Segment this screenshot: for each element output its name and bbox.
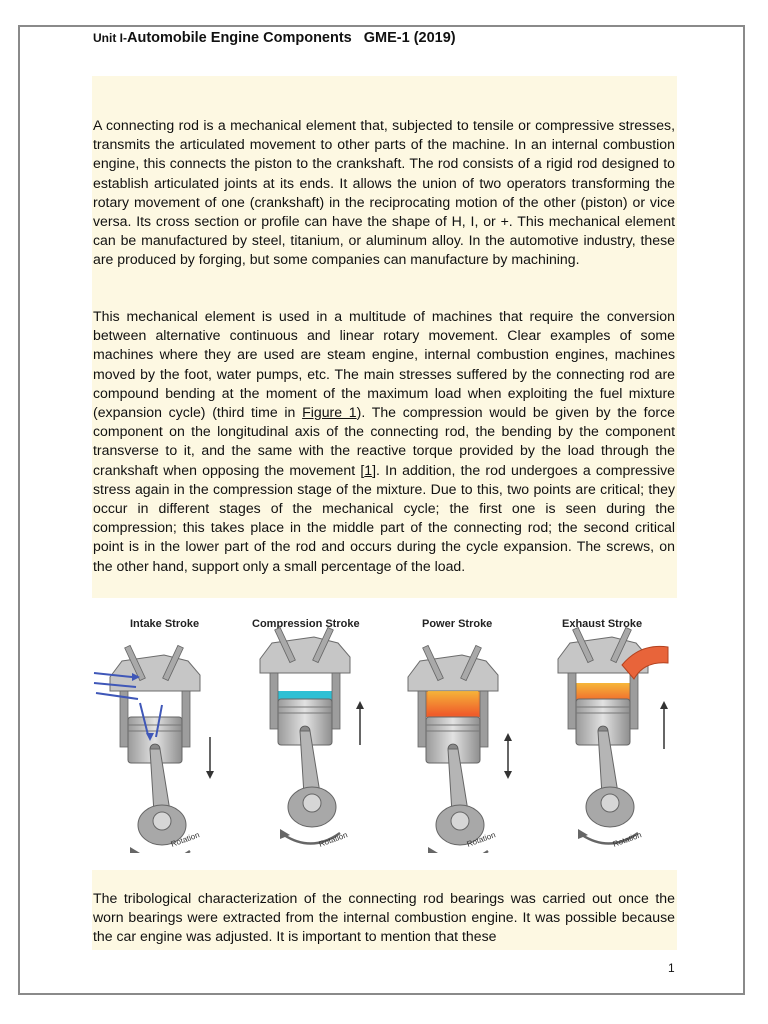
unit-prefix: Unit I- (93, 31, 127, 45)
figure-link[interactable]: Figure 1 (302, 404, 357, 421)
four-stroke-diagram (92, 603, 677, 853)
stroke-title-power: Power Stroke (422, 618, 493, 630)
page-number: 1 (668, 961, 675, 975)
rotation-label-1: Rotation (169, 830, 201, 849)
paragraph-text: ]. In addition, the rod undergoes a compressive stress again in the compression stage of the mixture. Due to this, two points are critical; they occur in different stages of the mechanical cycle; the first one is seen during the compression; this takes place in the middle part of the connecting rod; the second critical point is in the lower part of the rod and occurs during the cycle expansion. The screws, on the other hand, support only a small percentage of the load. (93, 461, 675, 574)
reference-link[interactable]: 1 (364, 461, 373, 478)
paragraph-text: ). The compression would be given by the force component on the longitudinal axis of the connecting rod, the bending by the component transverse to it, and the same with the reactive torque provided by the load through the crankshaft when opposing the movement [ (93, 404, 675, 478)
paragraph-tribological-characterization: The tribological characterization of the connecting rod bearings was carried out once the worn bearings were extracted from the internal combustion engine. It was possible because the car engine was adjusted. It is important to mention that these (93, 890, 675, 945)
stroke-title-exhaust: Exhaust Stroke (562, 618, 643, 630)
paragraph-connecting-rod-definition: A connecting rod is a mechanical element that, subjected to tensile or compressive stresses, transmits the articulated movement to other parts of the machine. In an internal combustion engine, this connects the piston to the crankshaft. The rod consists of a rigid rod designed to establish articulated joints at its ends. It allows the union of two operators transforming the rotary movement of one (crankshaft) in the reciprocating motion of the other (piston) or vice versa. Its cross section or profile can have the shape of H, I, or +. This mechanical element can be manufactured by steel, titanium, or aluminum alloy. In the automotive industry, these are produced by forging, but some companies can manufacture by machining. (93, 117, 675, 268)
rotation-label-4: Rotation (611, 830, 643, 849)
four-stroke-figure (92, 603, 677, 853)
page-header (93, 30, 456, 46)
exhaust-stroke-engine (558, 627, 668, 843)
rotation-label-2: Rotation (317, 830, 349, 849)
compression-stroke-engine (260, 627, 364, 843)
header-title: Automobile Engine Components (127, 30, 352, 46)
rotation-label-3: Rotation (465, 830, 497, 849)
stroke-title-compression: Compression Stroke (252, 618, 360, 630)
intake-stroke-engine (94, 645, 214, 853)
power-stroke-engine (408, 645, 512, 853)
header-course: GME-1 (2019) (363, 30, 456, 46)
paragraph-text: This mechanical element is used in a multitude of machines that require the conversion between alternative continuous and linear rotary movement. Clear examples of some machines where they are used are steam engine, internal combustion engines, machines moved by the foot, water pumps, etc. The main stresses suffered by the connecting rod are compound bending at the moment of the maximum load when exploiting the fuel mixture (expansion cycle) (third time in (93, 308, 675, 421)
paragraph-connecting-rod-stresses (93, 307, 675, 576)
stroke-title-intake: Intake Stroke (130, 618, 200, 630)
